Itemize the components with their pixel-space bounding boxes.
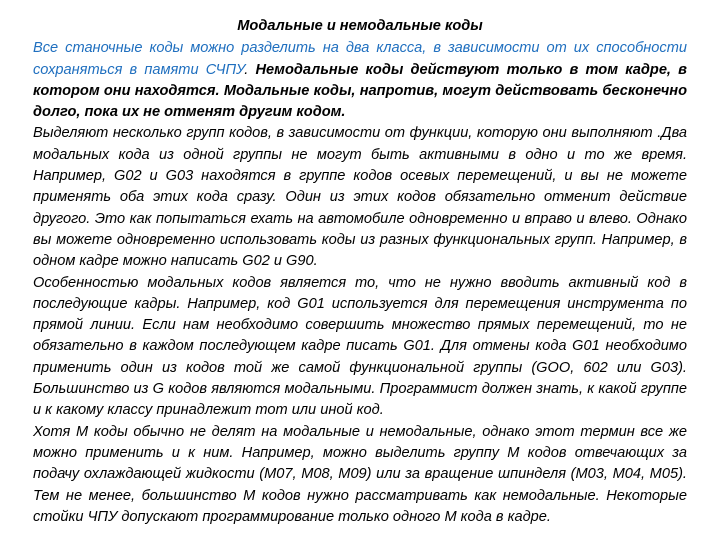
- paragraph-m-codes: Хотя М коды обычно не делят на модальные и немодальные, однако этот термин все же можно применить и к ним. Например, можно выделить группу М кодов отвечающих за подачу охлаждающей жидкости (М07, М08, М09) или за вращение шпинделя (М03, М04, М05). Тем не менее, большинство М кодов нужно рассматривать как немодальные. Некоторые стойки ЧПУ допускают программирование только одного М кода в кадре.: [33, 423, 687, 525]
- intro-text: Все станочные коды можно разделить на два класса, в зависимости от их способности сохраняться в памяти СЧПУ: [33, 40, 687, 78]
- intro-end: .: [244, 61, 256, 78]
- definition-bold-text: Немодальные коды действуют только в том кадре, в котором они находятся. Модальные коды, напротив, могут действовать бесконечно долго, пока их не отменят другим кодом.: [33, 61, 687, 121]
- paragraph-modal-feature: Особенностью модальных кодов является то, что не нужно вводить активный код в последующие кадры. Например, код G01 используется для перемещения инструмента по прямой линии. Если нам необходимо совершить множество прямых перемещений, то не обязательно в каждом последующем кадре писать G01. Для отмены кода G01 необходимо применить один из кодов той же самой функциональной группы (GOO, 602 или G03). Большинство из G кодов являются модальными. Программист должен знать, к какой группе и к какому классу принадлежит тот или иной код.: [33, 274, 687, 419]
- page-title: Модальные и немодальные коды: [237, 18, 483, 34]
- paragraph-definition: [33, 38, 687, 123]
- document-page: [33, 16, 687, 528]
- paragraph-groups: Выделяют несколько групп кодов, в зависимости от функции, которую они выполняют .Два модальных кода из одной группы не могут быть активными в одно и то же время. Например, G02 и G03 находятся в группе кодов осевых перемещений, и вы не можете применять оба этих кода сразу. Один из этих кодов обязательно отменит действие другого. Это как попытаться ехать на автомобиле одновременно и вправо и влево. Однако вы можете одновременно использовать коды из разных функциональных групп. Например, в одном кадре можно написать G02 и G90.: [33, 125, 687, 270]
